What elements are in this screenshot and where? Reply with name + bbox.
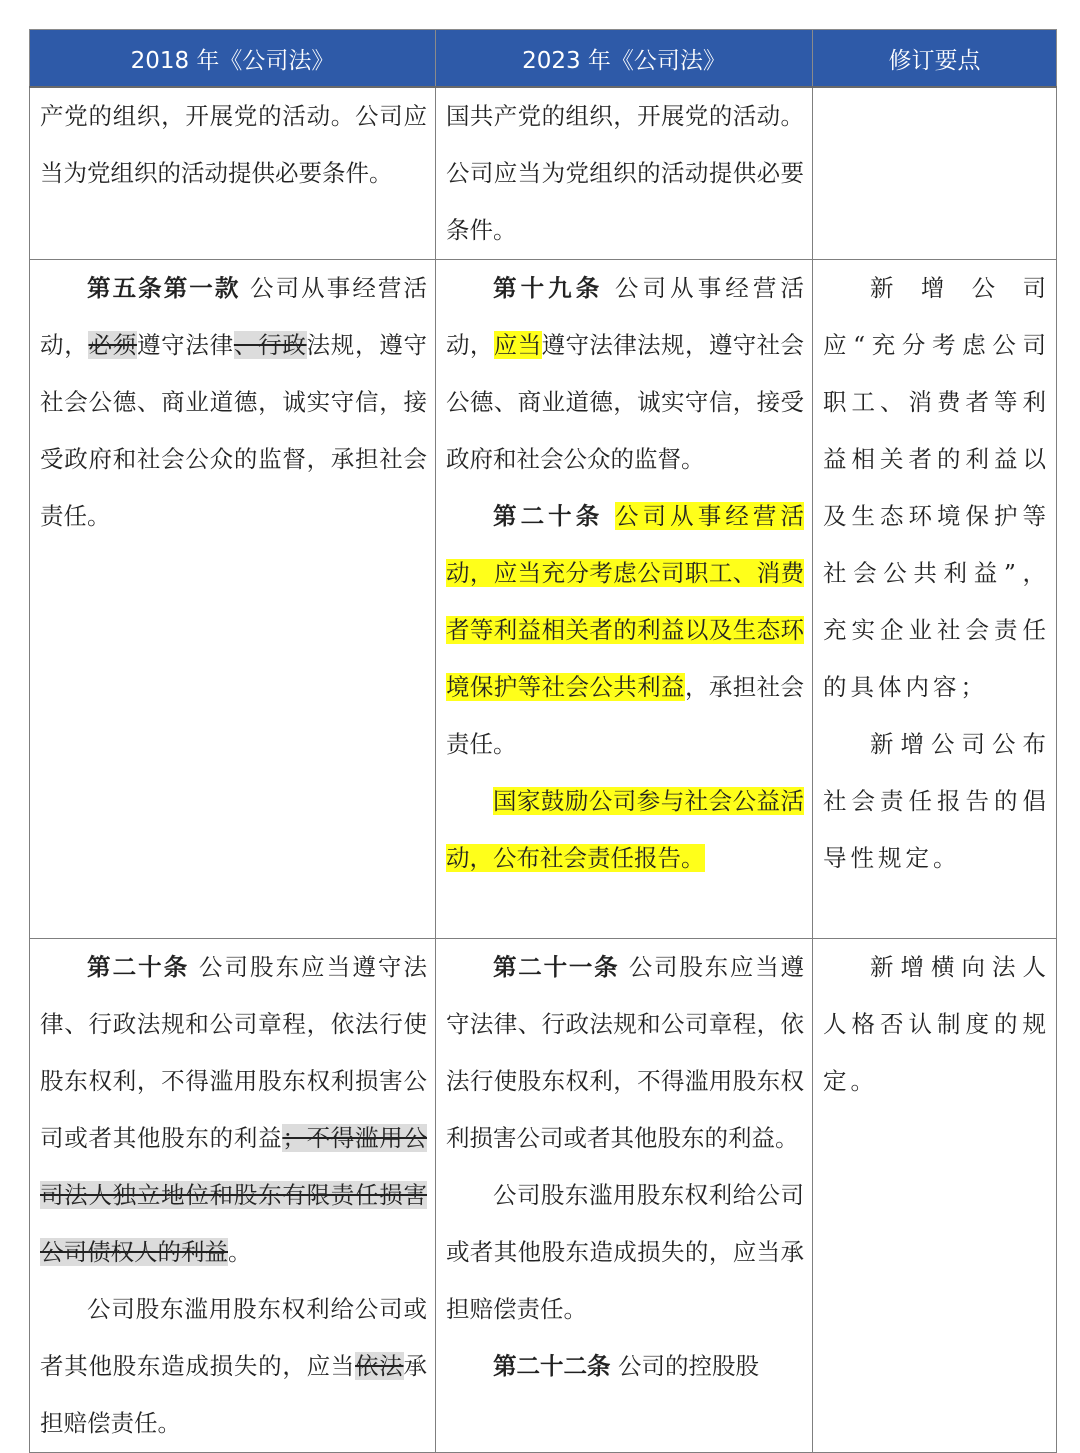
text-run: 新增横向法人人格否认制度的规定。 <box>823 953 1050 1095</box>
deleted-text: 依法 <box>355 1352 404 1380</box>
cell-paragraph <box>823 939 1050 1110</box>
comparison-table <box>29 29 1057 1453</box>
article-number: 第二十二条 <box>493 1352 611 1380</box>
cell-paragraph <box>446 773 804 887</box>
cell-paragraph <box>446 488 804 773</box>
cell-paragraph <box>823 716 1050 887</box>
text-run: 公司股东滥用股东权利给公司或者其他股东造成损失的，应当承担赔偿责任。 <box>446 1181 804 1323</box>
text-run: 新增公司公布社会责任报告的倡导性规定。 <box>823 730 1050 872</box>
cell-paragraph <box>446 1167 804 1338</box>
article-number: 第二十条 <box>87 953 190 981</box>
old-law-cell <box>30 939 436 1453</box>
text-run <box>603 502 615 530</box>
cell-paragraph <box>40 1281 427 1452</box>
article-number: 第十九条 <box>493 274 604 302</box>
article-number: 第二十条 <box>493 502 604 530</box>
revision-note-cell <box>813 260 1057 939</box>
old-law-cell <box>30 260 436 939</box>
revision-note-cell <box>813 939 1057 1453</box>
cell-paragraph <box>823 260 1050 716</box>
text-run: 新增公司应“充分考虑公司职工、消费者等利益相关者的利益以及生态环境保护等社会公共利益”，充实企业社会责任的具体内容； <box>823 274 1050 701</box>
text-run: 法规，遵守社会公德、商业道德，诚实守信，接受政府和社会公众的监督，承担社会责任。 <box>40 331 428 530</box>
highlighted-text: 国家鼓励公司参与社会公益活动，公布社会责任报告。 <box>446 787 804 872</box>
text-run: 公司股东应当遵守法律、行政法规和公司章程，依法行使股东权利，不得滥用股东权利损害公司或者其他股东的利益 <box>40 953 427 1152</box>
old-law-cell <box>30 87 436 260</box>
text-run: 遵守法律 <box>136 331 234 359</box>
text-run: 公司股东滥用股东权利给公司或者其他股东造成损失的，应当 <box>40 1295 427 1380</box>
highlighted-text: 公司从事经营活动，应当充分考虑公司职工、消费者等利益相关者的利益以及生态环境保护等社会公共利益 <box>446 502 804 701</box>
deleted-text: 、行政 <box>233 331 307 359</box>
cell-paragraph <box>446 260 804 488</box>
cell-paragraph <box>40 260 427 545</box>
table-row <box>30 260 1057 939</box>
text-run: 承担赔偿责任。 <box>40 1352 428 1437</box>
deleted-text: ；不得滥用公司法人独立地位和股东有限责任损害公司债权人的利益 <box>40 1124 428 1266</box>
table-row <box>30 87 1057 260</box>
cell-paragraph <box>446 88 804 259</box>
text-run: 公司从事经营活动， <box>446 274 804 359</box>
text-run: 公司股东应当遵守法律、行政法规和公司章程，依法行使股东权利，不得滥用股东权利损害公司或者其他股东的利益。 <box>446 953 804 1152</box>
text-run: 。 <box>228 1238 252 1266</box>
table-row <box>30 939 1057 1453</box>
header-2018-law: 2018 年《公司法》 <box>30 30 436 88</box>
deleted-text: 必须 <box>88 331 137 359</box>
new-law-cell <box>436 87 813 260</box>
text-run: 公司从事经营活动， <box>40 274 427 359</box>
text-run: 产党的组织，开展党的活动。公司应当为党组织的活动提供必要条件。 <box>40 102 427 187</box>
cell-paragraph <box>446 1338 804 1395</box>
text-run: ，承担社会责任。 <box>446 673 805 758</box>
highlighted-text: 应当 <box>493 331 542 359</box>
text-run: 国共产党的组织，开展党的活动。公司应当为党组织的活动提供必要条件。 <box>446 102 804 244</box>
article-number: 第五条第一款 <box>87 274 241 302</box>
new-law-cell <box>436 260 813 939</box>
header-2023-law: 2023 年《公司法》 <box>436 30 813 88</box>
header-revision-points: 修订要点 <box>813 30 1057 88</box>
cell-paragraph <box>446 939 804 1167</box>
cell-paragraph <box>40 939 427 1281</box>
new-law-cell <box>436 939 813 1453</box>
text-run: 公司的控股股 <box>610 1352 759 1380</box>
revision-note-cell <box>813 87 1057 260</box>
cell-paragraph <box>40 88 427 202</box>
text-run: 遵守法律法规，遵守社会公德、商业道德，诚实守信，接受政府和社会公众的监督。 <box>446 331 805 473</box>
header-row <box>30 30 1057 88</box>
article-number: 第二十一条 <box>493 953 620 981</box>
